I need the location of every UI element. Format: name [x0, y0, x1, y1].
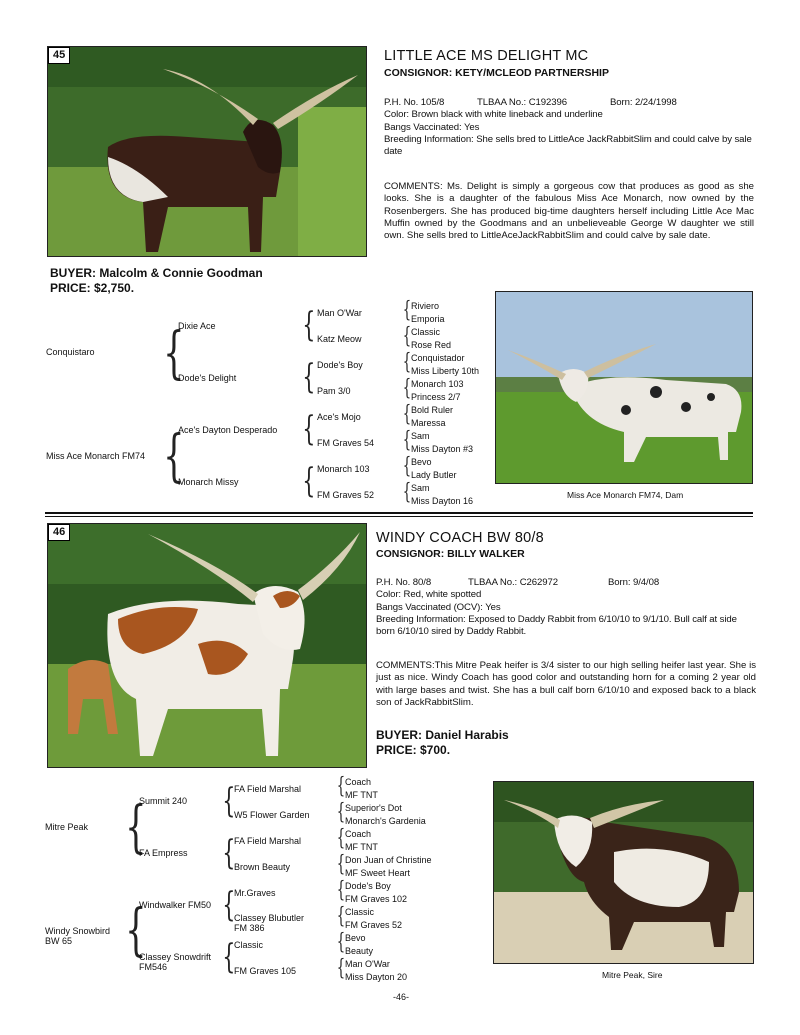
pedigree-g4: Miss Liberty 10th — [411, 366, 480, 376]
pedigree-dam: Windy Snowbird BW 65 — [45, 926, 111, 946]
pedigree-g4: Miss Dayton 16 — [411, 496, 474, 506]
brace-icon: { — [302, 305, 316, 345]
brace-icon: { — [336, 956, 346, 981]
brace-icon: { — [402, 402, 412, 427]
brace-icon: { — [402, 428, 412, 453]
brace-icon: { — [402, 298, 412, 323]
lot-title: LITTLE ACE MS DELIGHT MC — [384, 48, 589, 64]
brace-icon: { — [302, 357, 316, 397]
pedigree-g3: Katz Meow — [317, 334, 362, 344]
brace-icon: { — [125, 898, 147, 963]
lot-title: WINDY COACH BW 80/8 — [376, 530, 544, 546]
consignor: CONSIGNOR: KETY/MCLEOD PARTNERSHIP — [384, 67, 609, 79]
pedigree-g4: Sam — [411, 431, 430, 441]
pedigree-g4: MF TNT — [345, 790, 378, 800]
pedigree-g2: Ace's Dayton Desperado — [178, 425, 278, 435]
brace-icon: { — [163, 321, 185, 386]
pedigree-g3: W5 Flower Garden — [234, 810, 310, 820]
pedigree-g4: Don Juan of Christine — [345, 855, 432, 865]
pedigree-g3: FM Graves 105 — [234, 966, 297, 976]
pedigree-g4: Coach — [345, 777, 372, 787]
brace-icon: { — [336, 878, 346, 903]
pedigree-g3: FA Field Marshal — [234, 836, 302, 846]
pedigree-g4: Classic — [411, 327, 441, 337]
lot-info — [376, 577, 756, 638]
section-divider — [45, 516, 753, 517]
pedigree-g4: Classic — [345, 907, 375, 917]
pedigree-g4: FM Graves 52 — [345, 920, 403, 930]
longhorn-cow-photo — [48, 47, 366, 256]
born-date: Born: 2/24/1998 — [610, 97, 677, 108]
registration-line — [384, 97, 756, 109]
pedigree-g4: Sam — [411, 483, 430, 493]
buyer: BUYER: Daniel Harabis — [376, 728, 509, 742]
pedigree-g4: Miss Dayton 20 — [345, 972, 408, 982]
brace-icon: { — [336, 904, 346, 929]
pedigree-g4: Coach — [345, 829, 372, 839]
tlbaa-number: TLBAA No.: C192396 — [477, 97, 567, 108]
pedigree-g4: Superior's Dot — [345, 803, 402, 813]
pedigree-g3: FM Graves 52 — [317, 490, 375, 500]
brace-icon: { — [336, 800, 346, 825]
pedigree-g4: Emporia — [411, 314, 445, 324]
pedigree-g3: Pam 3/0 — [317, 386, 351, 396]
color-line: Color: Brown black with white lineback and underline — [384, 109, 603, 121]
pedigree-g2: Classey Snowdrift FM546 — [139, 952, 212, 972]
brace-icon: { — [302, 461, 316, 501]
pedigree-dam: Miss Ace Monarch FM74 — [46, 451, 146, 461]
breeding-line: Breeding Information: She sells bred to LittleAce JackRabbitSlim and could calve by sale date — [384, 133, 752, 158]
pedigree-g3: Brown Beauty — [234, 862, 291, 872]
brace-icon: { — [222, 833, 236, 873]
pedigree-g2: FA Empress — [139, 848, 188, 858]
pedigree-g3: Ace's Mojo — [317, 412, 361, 422]
price: PRICE: $2,750. — [50, 281, 135, 295]
pedigree-g2: Dode's Delight — [178, 373, 237, 383]
brace-icon: { — [336, 826, 346, 851]
brace-icon: { — [302, 409, 316, 449]
brace-icon: { — [402, 324, 412, 349]
consignor: CONSIGNOR: BILLY WALKER — [376, 548, 525, 560]
pedigree-g3: Dode's Boy — [317, 360, 363, 370]
brace-icon: { — [163, 424, 185, 489]
pedigree-g3: Man O'War — [317, 308, 362, 318]
photo-caption: Mitre Peak, Sire — [602, 970, 663, 980]
dam-photo — [495, 291, 753, 484]
pedigree-g4: Monarch 103 — [411, 379, 464, 389]
lot-45-photo — [47, 46, 367, 257]
ph-number: P.H. No. 80/8 — [376, 577, 432, 588]
pedigree-g4: MF TNT — [345, 842, 378, 852]
brace-icon: { — [222, 885, 236, 925]
pedigree-g4: Bevo — [411, 457, 432, 467]
pedigree-sire: Conquistaro — [46, 347, 95, 357]
sire-photo — [493, 781, 754, 964]
brace-icon: { — [336, 774, 346, 799]
bangs-line: Bangs Vaccinated (OCV): Yes — [376, 601, 501, 613]
longhorn-bull-photo — [494, 782, 753, 963]
brace-icon: { — [222, 781, 236, 821]
longhorn-cow-photo — [496, 292, 752, 483]
pedigree-g4: Monarch's Gardenia — [345, 816, 426, 826]
photo-caption: Miss Ace Monarch FM74, Dam — [567, 490, 684, 500]
pedigree-g4: Man O'War — [345, 959, 390, 969]
longhorn-cow-photo — [48, 524, 366, 767]
pedigree-sire: Mitre Peak — [45, 822, 89, 832]
born-date: Born: 9/4/08 — [608, 577, 660, 588]
pedigree-g4: Bold Ruler — [411, 405, 454, 415]
page-number: -46- — [393, 992, 410, 1002]
pedigree-g2: Summit 240 — [139, 796, 188, 806]
pedigree-g4: Princess 2/7 — [411, 392, 461, 402]
price: PRICE: $700. — [376, 743, 451, 757]
brace-icon: { — [125, 795, 147, 860]
brace-icon: { — [402, 376, 412, 401]
brace-icon: { — [336, 852, 346, 877]
pedigree-g4: Lady Butler — [411, 470, 457, 480]
ph-number: P.H. No. 105/8 — [384, 97, 445, 108]
brace-icon: { — [336, 930, 346, 955]
pedigree-g4: Riviero — [411, 301, 440, 311]
pedigree-g4: Miss Dayton #3 — [411, 444, 474, 454]
pedigree-g3: Monarch 103 — [317, 464, 370, 474]
pedigree-g4: Maressa — [411, 418, 446, 428]
bangs-line: Bangs Vaccinated: Yes — [384, 121, 480, 133]
comments: COMMENTS:This Mitre Peak heifer is 3/4 sister to our high selling heifer last year. She is just as nice. Windy Coach has good color and outstanding horn for a coming 2 year old with large bases and twist. She has a bull calf born 6/10/10 and exposed back to a black son of JackRabbitSlim. — [376, 660, 756, 708]
pedigree-g4: Bevo — [345, 933, 366, 943]
brace-icon: { — [402, 454, 412, 479]
registration-line — [376, 577, 756, 589]
pedigree-g4: Rose Red — [411, 340, 452, 350]
lot-info — [384, 97, 756, 158]
pedigree-g2: Monarch Missy — [178, 477, 239, 487]
pedigree-g3: FA Field Marshal — [234, 784, 302, 794]
brace-icon: { — [222, 937, 236, 977]
pedigree-g4: Conquistador — [411, 353, 465, 363]
lot-number-badge: 45 — [48, 47, 70, 64]
comments: COMMENTS: Ms. Delight is simply a gorgeous cow that produces as good as she looks. She is a daughter of the fabulous Miss Ace Monarch, now owned by the Rosenbergers. She has produced big-time daughters herself including Little Ace Mac Muffin owned by the Goodmans and an unbelieveable George W daughter we still own. She sells bred to LittleAceJackRabbitSlim and could calve by sale date. — [384, 181, 754, 242]
breeding-line: Breeding Information: Exposed to Daddy Rabbit from 6/10/10 to 9/1/10. Bull calf at side born 6/10/10 sired by Daddy Rabbit. — [376, 613, 737, 638]
pedigree-g3: FM Graves 54 — [317, 438, 375, 448]
tlbaa-number: TLBAA No.: C262972 — [468, 577, 558, 588]
pedigree-g2: Dixie Ace — [178, 321, 216, 331]
brace-icon: { — [402, 480, 412, 505]
pedigree-g4: Dode's Boy — [345, 881, 391, 891]
lot-number-badge: 46 — [48, 524, 70, 541]
brace-icon: { — [402, 350, 412, 375]
pedigree-g3: Classey Blubutler FM 386 — [234, 913, 305, 933]
color-line: Color: Red, white spotted — [376, 589, 482, 601]
pedigree-g3: Classic — [234, 940, 264, 950]
section-divider — [45, 512, 753, 514]
lot-46-photo — [47, 523, 367, 768]
pedigree-g3: Mr.Graves — [234, 888, 276, 898]
pedigree-g2: Windwalker FM50 — [139, 900, 212, 910]
buyer: BUYER: Malcolm & Connie Goodman — [50, 266, 263, 280]
pedigree-g4: MF Sweet Heart — [345, 868, 411, 878]
pedigree-g4: FM Graves 102 — [345, 894, 408, 904]
pedigree-g4: Beauty — [345, 946, 374, 956]
